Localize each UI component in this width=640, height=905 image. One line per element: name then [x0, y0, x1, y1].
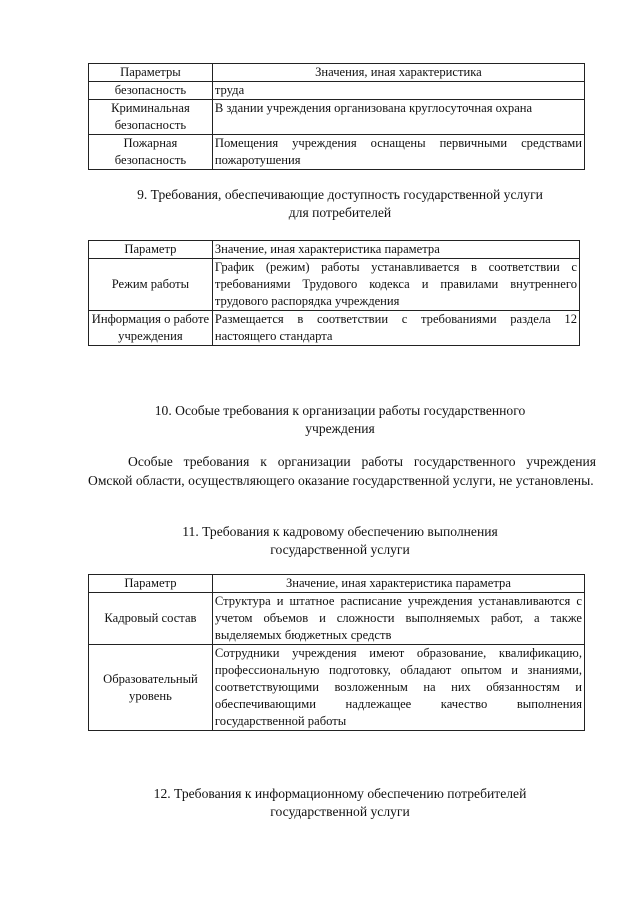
- header-param-cell: Параметр: [89, 241, 213, 259]
- value-cell: Структура и штатное расписание учреждения устанавливаются с учетом объемов и сложности выполняемых работ, а также выделяемых бюджетных средств: [212, 593, 584, 645]
- table-row: [89, 135, 585, 170]
- section-10-paragraph: Особые требования к организации работы государственного учреждения Омской области, осуществляющего оказание государственной услуги, не установлены.: [88, 454, 596, 488]
- value-cell: Сотрудники учреждения имеют образование, квалификацию, профессиональную подготовку, обладают опытом и знаниями, соответствующими возложенным на них обязанностям и обеспечивающими надлежащее качество выполнения государственной работы: [212, 645, 584, 731]
- table-row: [89, 82, 585, 100]
- param-cell: Информация о работе учреждения: [89, 311, 213, 346]
- value-cell: График (режим) работы устанавливается в соответствии с требованиями Трудового кодекса и правилами внутреннего трудового распорядка учреждения: [212, 259, 579, 311]
- header-value-cell: Значения, иная характеристика: [212, 64, 584, 82]
- accessibility-table: [88, 240, 580, 346]
- table-row: [89, 593, 585, 645]
- value-cell: труда: [212, 82, 584, 100]
- param-cell: Образовательный уровень: [89, 645, 213, 731]
- param-cell: Криминальная безопасность: [89, 100, 213, 135]
- param-cell: Кадровый состав: [89, 593, 213, 645]
- table-header-row: [89, 64, 585, 82]
- staff-table: [88, 574, 585, 731]
- header-param-cell: Параметр: [89, 575, 213, 593]
- section-12-heading: 12. Требования к информационному обеспечению потребителей государственной услуги: [153, 786, 527, 819]
- section-11-heading: 11. Требования к кадровому обеспечению выполнения государственной услуги: [182, 524, 498, 557]
- param-cell: Пожарная безопасность: [89, 135, 213, 170]
- table-header-row: [89, 575, 585, 593]
- header-value-cell: Значение, иная характеристика параметра: [212, 241, 579, 259]
- value-cell: Размещается в соответствии с требованиями раздела 12 настоящего стандарта: [212, 311, 579, 346]
- value-cell: Помещения учреждения оснащены первичными средствами пожаротушения: [212, 135, 584, 170]
- table-row: [89, 311, 580, 346]
- header-value-cell: Значение, иная характеристика параметра: [212, 575, 584, 593]
- param-cell: безопасность: [89, 82, 213, 100]
- table-header-row: [89, 241, 580, 259]
- table-row: [89, 100, 585, 135]
- value-cell: В здании учреждения организована круглосуточная охрана: [212, 100, 584, 135]
- section-9-heading: 9. Требования, обеспечивающие доступность государственной услуги для потребителей: [137, 187, 543, 220]
- section-10-heading: 10. Особые требования к организации работы государственного учреждения: [154, 403, 526, 436]
- table-row: [89, 645, 585, 731]
- table-row: [89, 259, 580, 311]
- param-cell: Режим работы: [89, 259, 213, 311]
- header-param-cell: Параметры: [89, 64, 213, 82]
- security-table: [88, 63, 585, 170]
